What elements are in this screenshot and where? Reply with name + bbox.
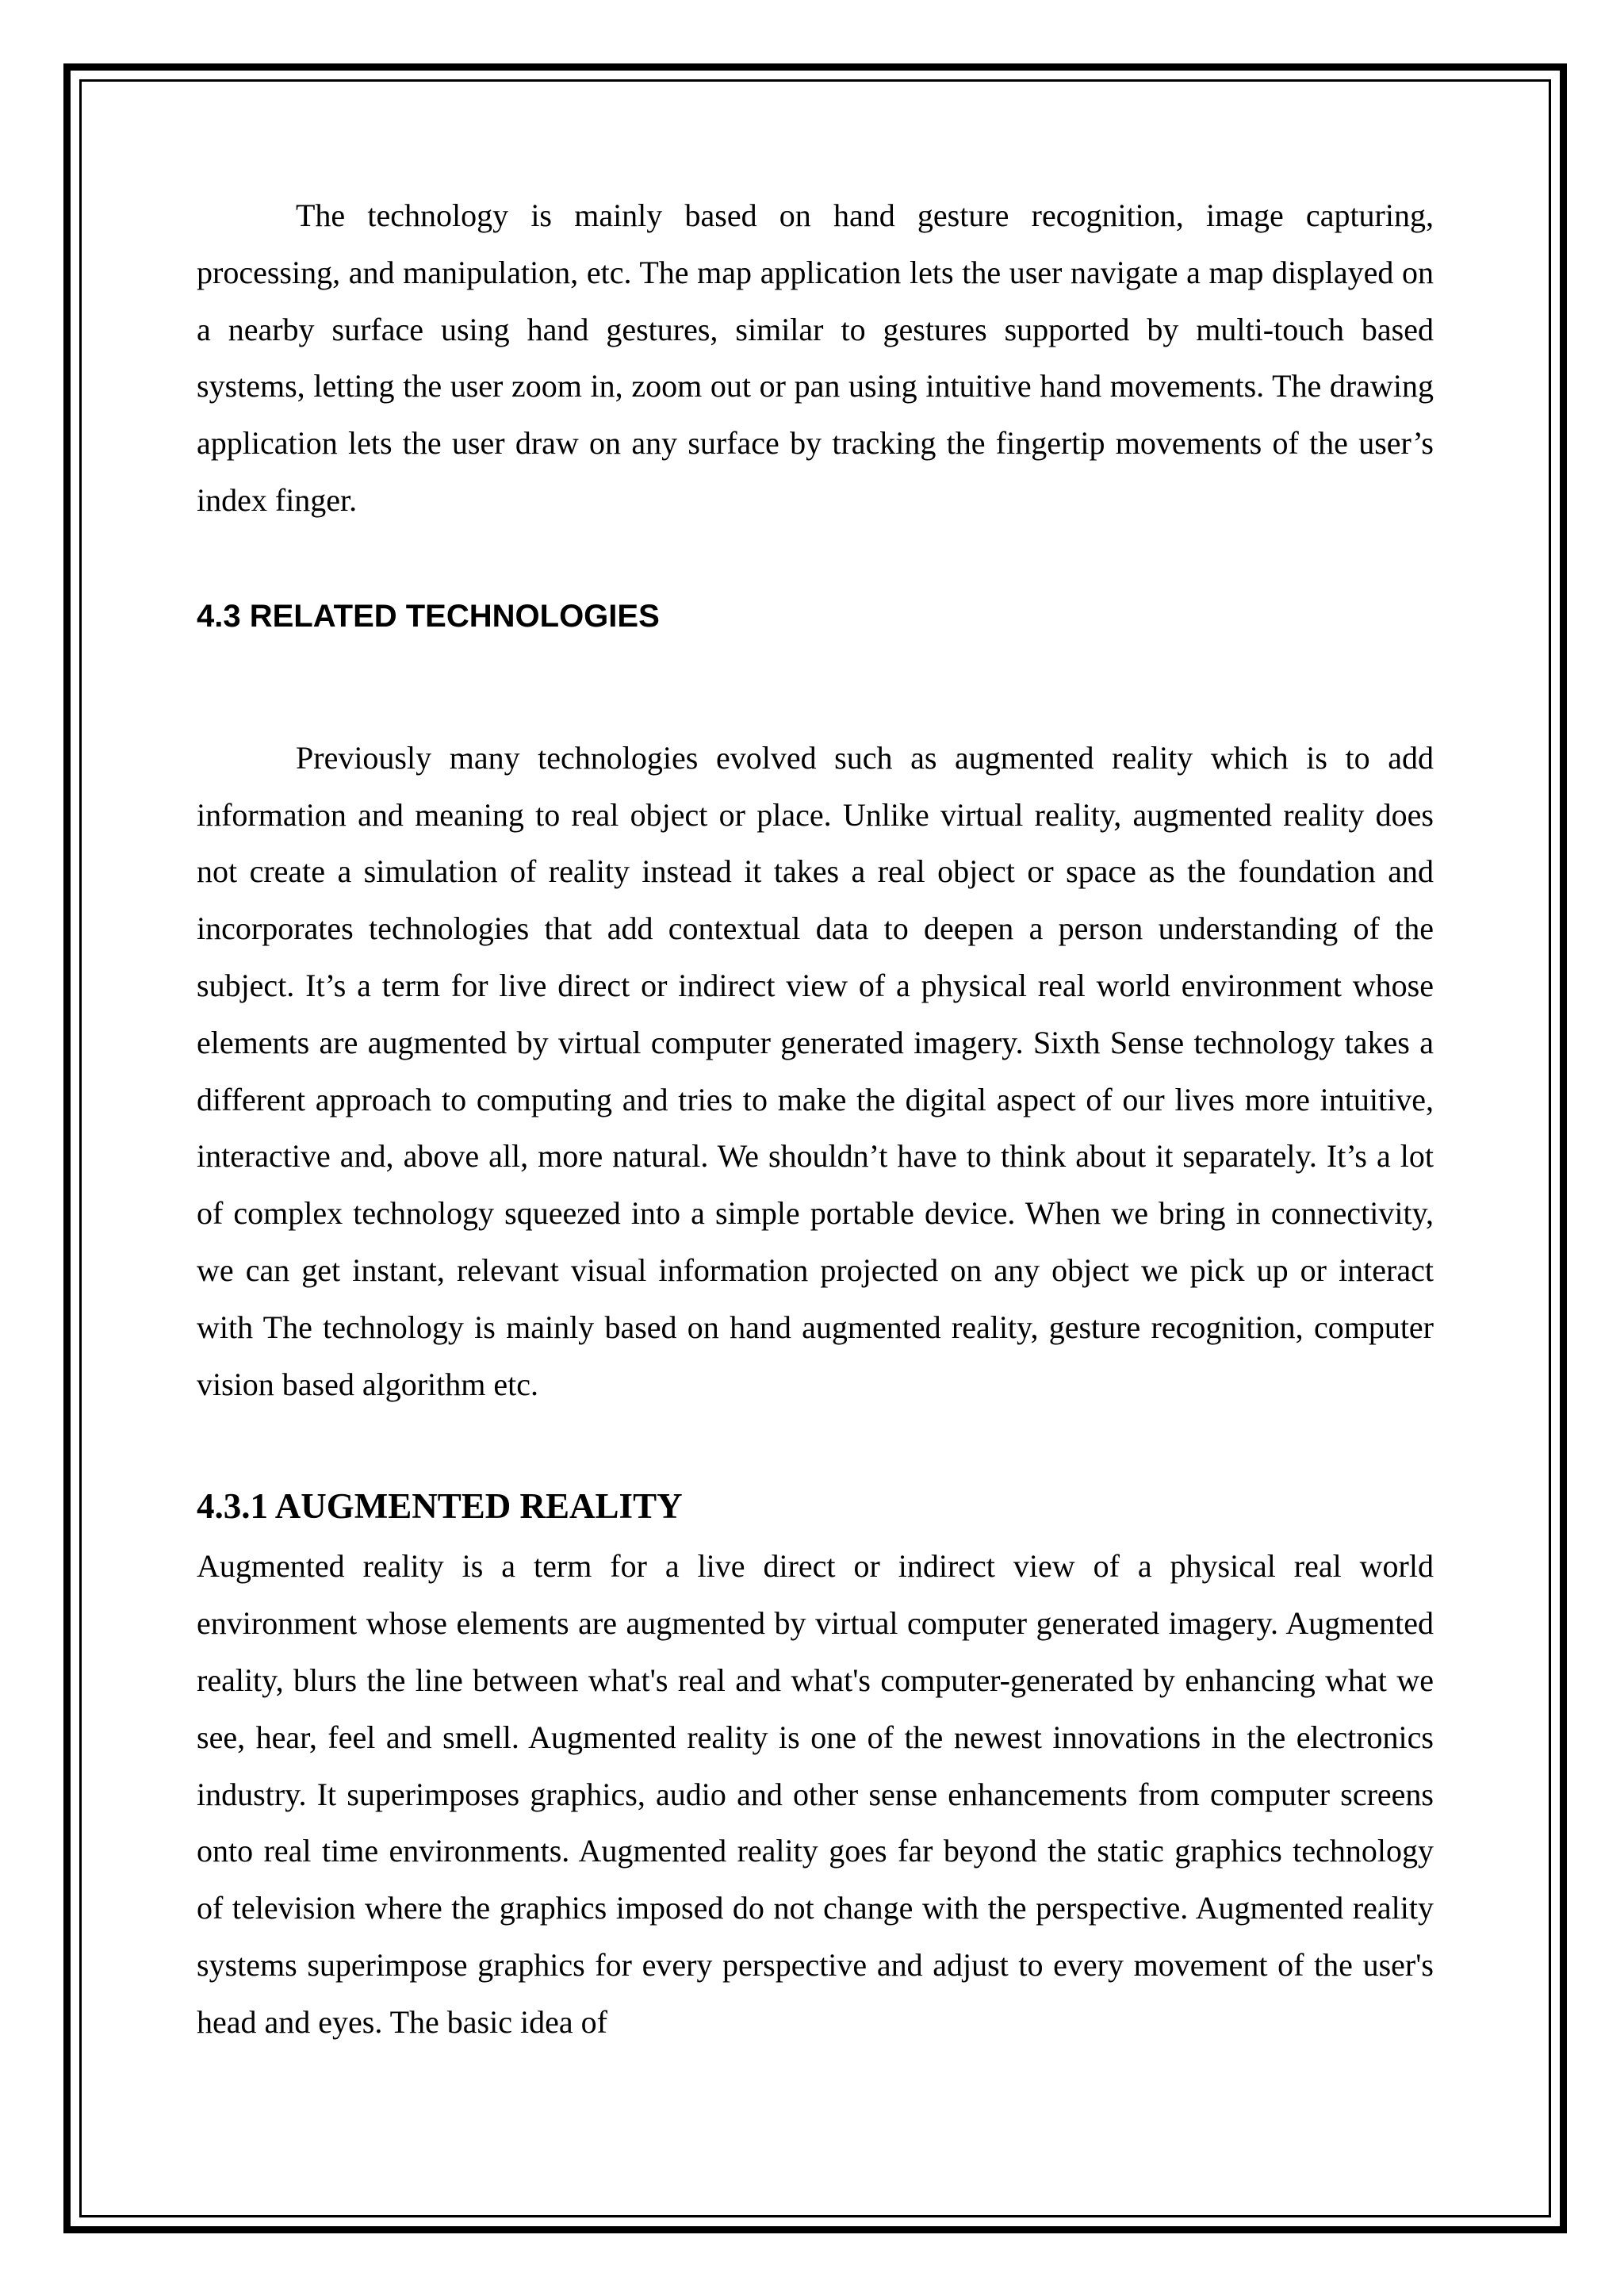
section-heading-augmented-reality: 4.3.1 AUGMENTED REALITY — [197, 1486, 683, 1527]
related-technologies-paragraph: Previously many technologies evolved such as augmented reality which is to add information and meaning to real object or place. Unlike virtual reality, augmented reality does not create a simulation of reality instead it takes a real object or space as the foundation and incorporates technologies that add contextual data to deepen a person understanding of the subject. It’s a term for live direct or indirect view of a physical real world environment whose elements are augmented by virtual computer generated imagery. Sixth Sense technology takes a different approach to computing and tries to make the digital aspect of our lives more intuitive, interactive and, above all, more natural. We shouldn’t have to think about it separately. It’s a lot of complex technology squeezed into a simple portable device. When we bring in connectivity, we can get instant, relevant visual information projected on any object we pick up or interact with The technology is mainly based on hand augmented reality, gesture recognition, computer vision based algorithm etc. — [197, 739, 1434, 1402]
document-body — [197, 187, 1434, 2051]
section-spacer — [197, 640, 1434, 730]
augmented-reality-paragraph: Augmented reality is a term for a live direct or indirect view of a physical real world environment whose elements are augmented by virtual computer generated imagery. Augmented reality, blurs the line between what's real and what's computer-generated by enhancing what we see, hear, feel and smell. Augmented reality is one of the newest innovations in the electronics industry. It superimposes graphics, audio and other sense enhancements from computer screens onto real time environments. Augmented reality goes far beyond the static graphics technology of television where the graphics imposed do not change with the perspective. Augmented reality systems superimpose graphics for every perspective and adjust to every movement of the user's head and eyes. The basic idea of — [197, 1548, 1434, 2040]
intro-paragraph: The technology is mainly based on hand gesture recognition, image capturing, processing, and manipulation, etc. The map application lets the user navigate a map displayed on a nearby surface using hand gestures, similar to gestures supported by multi-touch based systems, letting the user zoom in, zoom out or pan using intuitive hand movements. The drawing application lets the user draw on any surface by tracking the fingertip movements of the user’s index finger. — [197, 197, 1434, 518]
section-heading-related-technologies: 4.3 RELATED TECHNOLOGIES — [197, 598, 660, 634]
